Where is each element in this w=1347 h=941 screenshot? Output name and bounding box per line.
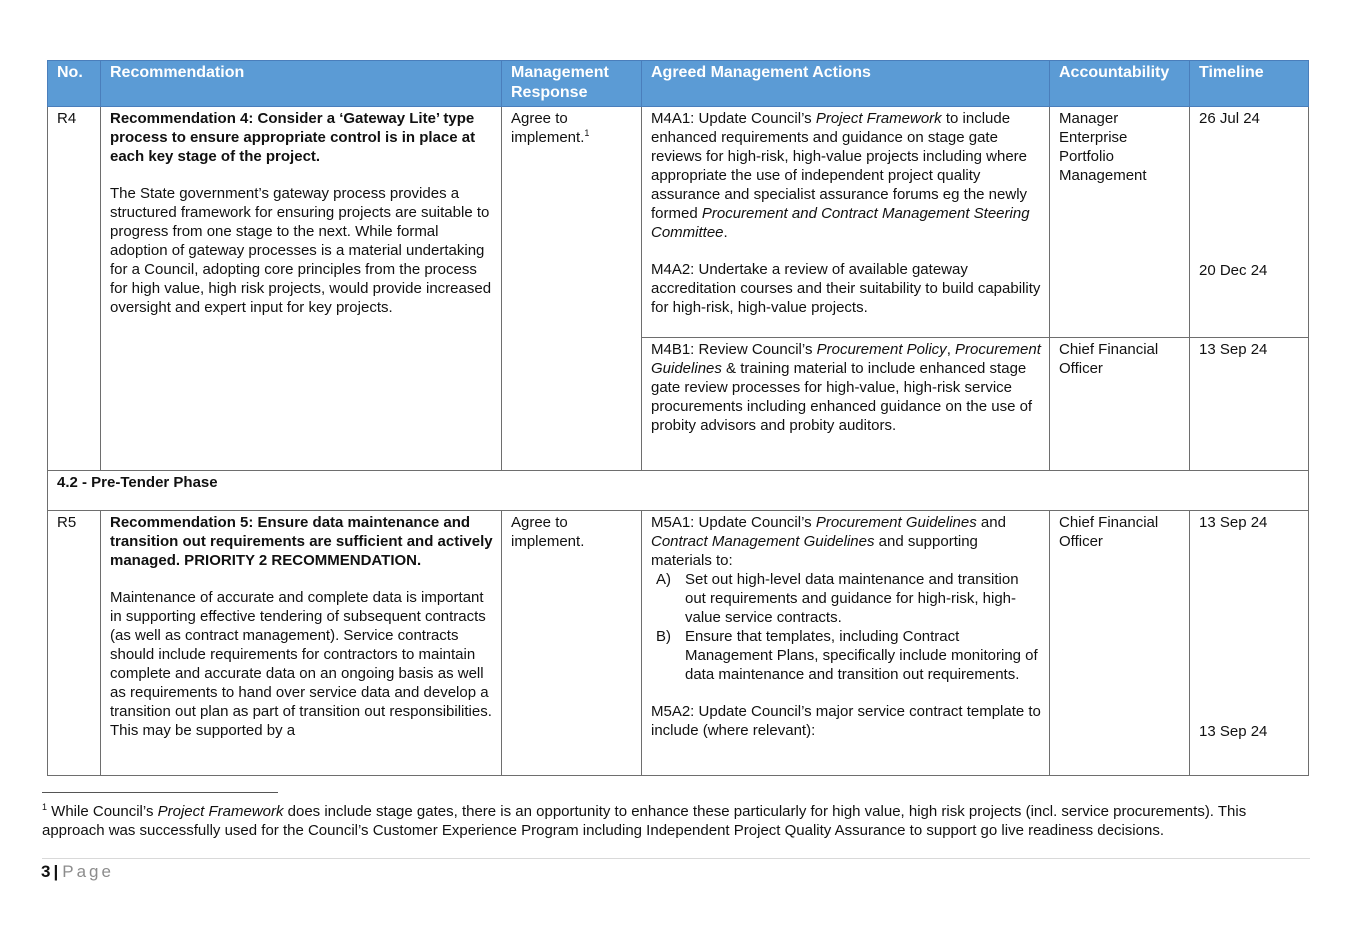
footnote-ref: 1 [584, 128, 590, 138]
timeline-m5a2: 13 Sep 24 [1199, 723, 1268, 740]
table-header-row [48, 61, 1309, 107]
header-management-response: Management Response [502, 61, 642, 107]
header-timeline: Timeline [1190, 61, 1309, 107]
recommendations-table [47, 60, 1309, 776]
timeline-m5a1: 13 Sep 24 [1199, 514, 1268, 531]
header-recommendation: Recommendation [101, 61, 502, 107]
accountability-cell: Chief Financial Officer [1050, 338, 1190, 471]
response-text: Agree to implement. [511, 110, 585, 146]
timeline-cell [1190, 107, 1309, 338]
section-heading: 4.2 - Pre-Tender Phase [48, 471, 1309, 511]
list-item: A) Set out high-level data maintenance and transition out requirements and guidance for high-risk, high-value service contracts. [656, 571, 1019, 626]
header-accountability: Accountability [1050, 61, 1190, 107]
action-m5a1-list [651, 570, 1041, 684]
recommendation-cell [101, 511, 502, 776]
accountability-cell: Manager Enterprise Portfolio Management [1050, 107, 1190, 338]
table-row [48, 107, 1309, 338]
action-m5a2: M5A2: Update Council’s major service contract template to include (where relevant): [651, 703, 1041, 739]
actions-cell [642, 107, 1050, 338]
action-m4a1: M4A1: Update Council’s Project Framework to include enhanced requirements and guidance on stage gate reviews for high-risk, high-value projects including where appropriate the use of independent project quality assurance and specialist assurance forums eg the newly formed Procurement and Contract Management Steering Committee. [651, 110, 1030, 241]
list-item: B) Ensure that templates, including Contract Management Plans, specifically include monitoring of data maintenance and transition out requirements. [656, 628, 1038, 683]
page-label: Page [62, 862, 114, 881]
action-m5a1: M5A1: Update Council’s Procurement Guidelines and Contract Management Guidelines and supporting materials to: [651, 514, 1006, 569]
footnote-marker: 1 [42, 802, 48, 812]
footnote: $^1$ While Council’s Project Framework does include stage gates, there is an opportunity to enhance these particularly for high value, high risk projects (incl. service procurements). This approach was successfully used for the Council’s Customer Experience Program including Independent Project Quality Assurance to support go live readiness decisions. [42, 802, 1247, 839]
recommendation-body: Maintenance of accurate and complete data is important in supporting effective tendering of subsequent contracts (as well as contract management). Service contracts should include requirements for contractors to maintain complete and accurate data on an ongoing basis as well as requirements to hand over service data and develop a transition out plan as part of transition out responsibilities. This may be supported by a [110, 589, 492, 739]
row-number: R5 [48, 511, 101, 776]
row-number: R4 [48, 107, 101, 471]
timeline-m4a2: 20 Dec 24 [1199, 262, 1268, 279]
accountability-cell: Chief Financial Officer [1050, 511, 1190, 776]
action-m4a2: M4A2: Undertake a review of available gateway accreditation courses and their suitability to build capability for high-risk, high-value projects. [651, 261, 1041, 316]
management-response [502, 107, 642, 471]
page-separator: | [53, 862, 59, 881]
actions-cell [642, 511, 1050, 776]
timeline-m4a1: 26 Jul 24 [1199, 110, 1260, 127]
footnote-divider [42, 792, 278, 793]
recommendation-title: Recommendation 5: Ensure data maintenance and transition out requirements are sufficient and actively managed. PRIORITY 2 RECOMMENDATION. [110, 514, 493, 569]
actions-cell [642, 338, 1050, 471]
footer-divider [42, 858, 1310, 859]
timeline-cell [1190, 511, 1309, 776]
action-m4b1: M4B1: Review Council’s Procurement Policy, Procurement Guidelines & training material to include enhanced stage gate review processes for high-value, high-risk service procurements including enhanced guidance on the use of probity advisors and probity auditors. [651, 341, 1041, 434]
header-no: No. [48, 61, 101, 107]
recommendation-body: The State government’s gateway process provides a structured framework for ensuring projects are suitable to progress from one stage to the next. While formal adoption of gateway processes is a material undertaking for a Council, adopting core principles from the process for high value, high risk projects, would provide increased oversight and expert input for key projects. [110, 185, 492, 316]
table-row [48, 511, 1309, 776]
timeline-cell: 13 Sep 24 [1190, 338, 1309, 471]
page-number: 3 [41, 862, 51, 881]
section-row [48, 471, 1309, 511]
recommendation-cell [101, 107, 502, 471]
header-agreed-actions: Agreed Management Actions [642, 61, 1050, 107]
page-footer [41, 862, 114, 882]
management-response: Agree to implement. [502, 511, 642, 776]
recommendation-title: Recommendation 4: Consider a ‘Gateway Lite’ type process to ensure appropriate control is in place at each key stage of the project. [110, 110, 476, 165]
